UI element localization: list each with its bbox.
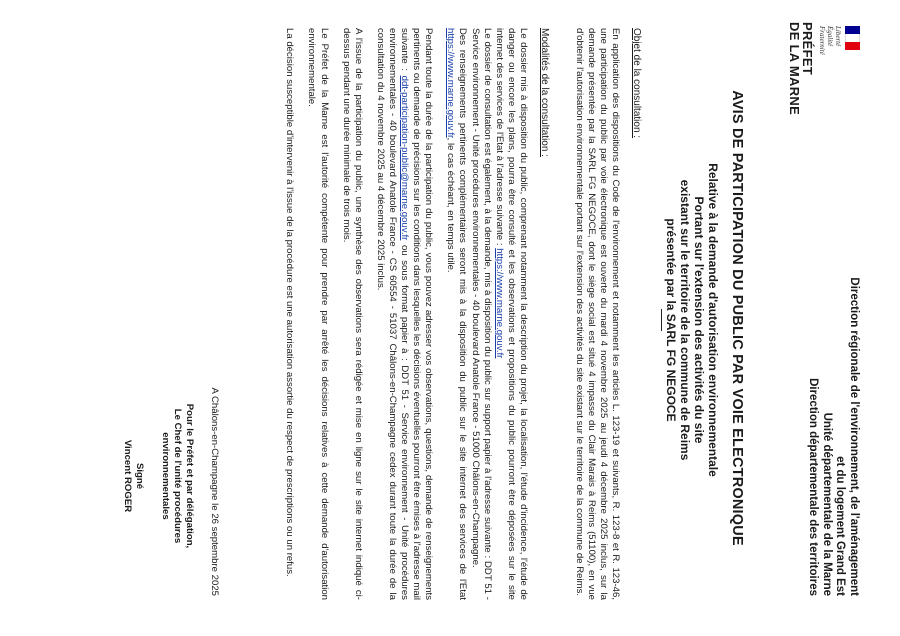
prefet-line: PRÉFET	[800, 22, 815, 76]
modalites-paragraph: Le Préfet de la Marne est l'autorité compétente pour prendre par arrêté les décisions relatives à cette demande d'autorisation environnementale.	[306, 28, 330, 600]
objet-text: En application des dispositions du Code de l'environnement et notamment les articles L. 123-19 et suivants, R. 123-8 et R. 123-46, une participation du public par voie électronique est ouverte du mardi 4 novembre 2025 au jeudi 4 décembre 2025 inclus, sur la demande présentée par la SARL FG NEGOCE, dont le siège social est situé 4 impasse du Clair Marais à Reims (51100), en vue d'obtenir l'autorisation environnementale portant sur l'extension des activités du site existant sur le territoire de la commune de Reims.	[573, 28, 621, 600]
signed-mention: Signé	[134, 462, 145, 490]
signature-line: Le Chef de l'unité procédures	[172, 408, 183, 544]
objet-heading: Objet de la consultation :	[631, 28, 642, 139]
notice-title: AVIS DE PARTICIPATION DU PUBLIC PAR VOIE ELECTRONIQUE	[729, 90, 745, 546]
french-flag-icon	[845, 26, 860, 50]
signatory-name: Vincent ROGER	[122, 439, 133, 513]
modalites-paragraph	[374, 28, 434, 600]
place-date-line: A Châlons-en-Champagne le 26 septembre 2025	[209, 387, 220, 596]
paragraph-text: Pendant toute la durée de la participation du public, vous pouvez adresser vos observations, questions, demande de renseignements pertinents ou demande de précisions sur les conditions dans lesquelles les décisions éventuelles pourront être émises à l'adresse mail suivante :	[399, 28, 435, 600]
modalites-paragraph	[444, 28, 468, 600]
participation-email-link[interactable]: ddt-participation-public@marne.gouv.fr	[399, 75, 411, 241]
motto-line: Liberté	[834, 26, 842, 47]
prefecture-logo	[788, 22, 860, 142]
marne-website-link[interactable]: https://www.marne.gouv.fr	[493, 248, 505, 359]
paragraph-text: Des renseignements pertinents complémentaires seront mis à la disposition du public sur le site internet des services de l'Etat	[457, 28, 469, 600]
subtitle-line: Relative à la demande d'autorisation environnementale	[706, 163, 720, 477]
subtitle-line: Portant sur l'extension des activités du site	[692, 196, 706, 444]
marne-website-link[interactable]: https://www.marne.gouv.fr	[445, 28, 457, 138]
flag-red-stripe	[845, 42, 860, 50]
issuing-directorates	[806, 266, 860, 596]
modalites-paragraph: La décision susceptible d'intervenir à l'issue de la procédure est une autorisation assortie du respect de prescriptions ou un refus.	[284, 28, 296, 577]
prefet-title	[788, 22, 814, 142]
direction-line: Direction départementale des territoires	[807, 378, 820, 596]
direction-line: Direction régionale de l'environnement, de l'aménagement	[848, 277, 860, 596]
separator-dash	[661, 309, 662, 331]
prefet-line: DE LA MARNE	[787, 22, 802, 116]
motto-line: Fraternité	[818, 26, 826, 55]
republic-motto	[818, 26, 842, 142]
paragraph-text: , le cas échéant, en temps utile.	[445, 137, 457, 273]
direction-line: et du logement Grand Est	[834, 456, 847, 596]
modalites-paragraph	[493, 28, 529, 600]
paragraph-text: Le dossier mis à disposition du public, comprenant notamment la description du projet, la localisation, l'étude d'incidence, l'étude de danger ou encore les plans, pourra être consulté et les observations et propositions du public pourront être déposées sur le site internet des services de l'Etat à l'adresse suivante :	[493, 28, 529, 600]
modalites-paragraph: Le dossier de consultation est également, à la demande, mis à disposition du public sur support papier à l'adresse suivante : DDT 51 - Service environnement - Unité procédures environnementales - 40 boulevard Anatole France - 51000 Châlons-en-Champagne.	[469, 28, 493, 600]
subtitle-line: présentée par la SARL FG NEGOCE	[664, 218, 678, 422]
flag-blue-stripe	[845, 26, 860, 34]
signature-line: Pour le Préfet et par délégation,	[184, 403, 195, 549]
modalites-paragraph: A l'issue de la participation du public, une synthèse des observations sera rédigée et mise en ligne sur le site internet indiqué ci-dessus pendant une durée minimale de trois mois.	[340, 28, 364, 600]
motto-line: Égalité	[826, 26, 834, 47]
subtitle-line: existant sur le territoire de la commune de Reims	[678, 179, 692, 461]
signature-block	[121, 356, 195, 596]
objet-section	[573, 28, 642, 600]
notice-subtitle	[661, 90, 720, 550]
modalites-heading: Modalités de la consultation :	[539, 28, 550, 157]
paragraph-text: ou sous format papier à : DDT 51 - Service environnement - Unité procédures environnementales - 40 boulevard Anatole France - CS 60554 - 51037 Châlons-en-Champagne cedex durant toute la durée de la consultation du 4 novembre 2025 au 4 décembre 2025 inclus.	[374, 28, 411, 600]
modalites-section	[283, 28, 550, 600]
flag-white-stripe	[845, 34, 860, 42]
direction-line: Unité départementale de la Marne	[821, 412, 833, 596]
signature-line: environnementales	[160, 432, 171, 520]
